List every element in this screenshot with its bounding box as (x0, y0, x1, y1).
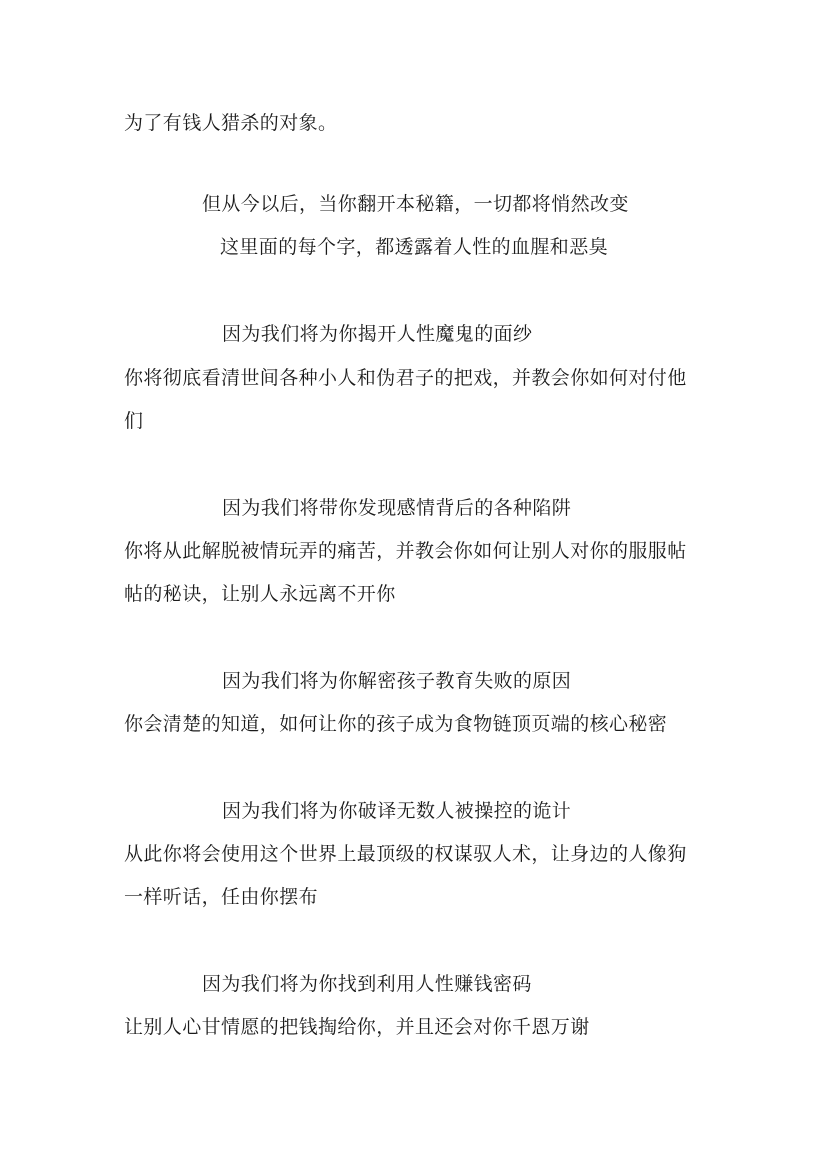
text-line: 这里面的每个字，都透露着人性的血腥和恶臭 (220, 236, 609, 258)
text-line: 你将从此解脱被情玩弄的痛苦，并教会你如何让别人对你的服服帖 (124, 540, 687, 562)
text-line: 你将彻底看清世间各种小人和伪君子的把戏，并教会你如何对付他 (124, 367, 687, 389)
text-line: 为了有钱人猎杀的对象。 (124, 112, 338, 134)
text-line: 因为我们将为你揭开人性魔鬼的面纱 (222, 323, 533, 345)
text-line: 因为我们将为你破译无数人被操控的诡计 (222, 800, 572, 822)
text-line: 但从今以后，当你翻开本秘籍，一切都将悄然改变 (202, 193, 629, 215)
text-line: 因为我们将为你找到利用人性赚钱密码 (202, 973, 532, 995)
text-line: 因为我们将带你发现感情背后的各种陷阱 (222, 497, 572, 519)
text-line: 因为我们将为你解密孩子教育失败的原因 (222, 670, 572, 692)
text-line: 你会清楚的知道，如何让你的孩子成为食物链顶页端的核心秘密 (124, 713, 668, 735)
text-line: 们 (124, 410, 144, 432)
text-line: 从此你将会使用这个世界上最顶级的权谋驭人术，让身边的人像狗 (124, 843, 687, 865)
text-line: 帖的秘诀，让别人永远离不开你 (124, 583, 396, 605)
text-line: 让别人心甘情愿的把钱掏给你，并且还会对你千恩万谢 (124, 1016, 590, 1038)
text-line: 一样听话，任由你摆布 (124, 886, 319, 908)
